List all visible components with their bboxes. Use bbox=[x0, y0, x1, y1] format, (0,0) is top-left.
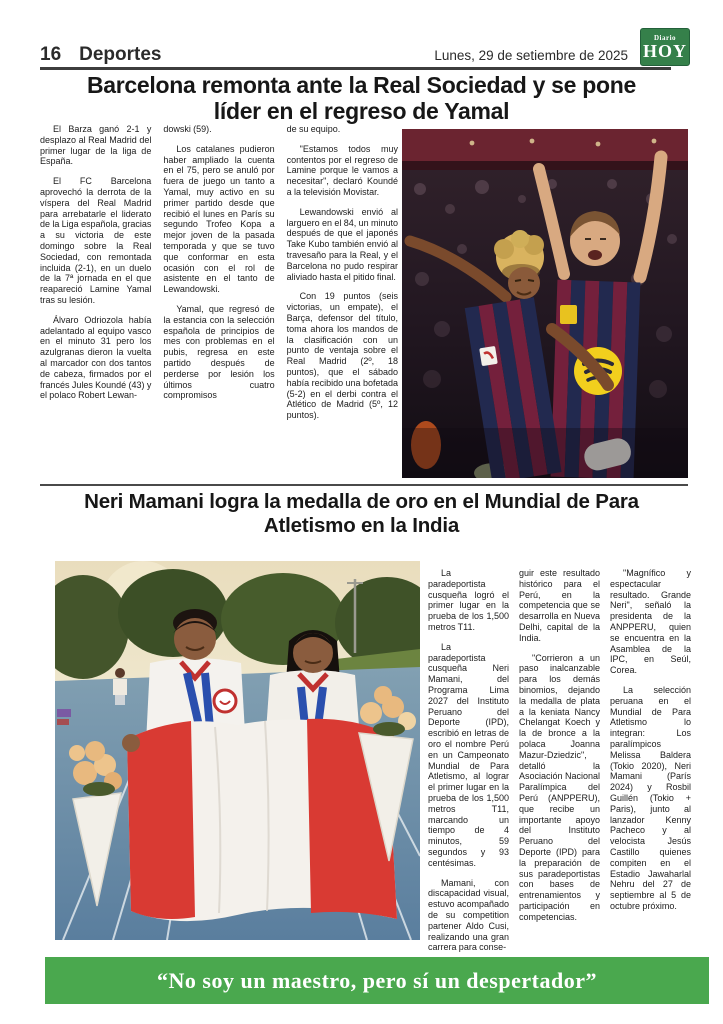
paragraph: Lewandowski envió al larguero en el 84, un minuto después de que el japonés Take Kubo también envió al travesaño para la Real, y el Barcelona no pudo respirar aliviado hasta el pitido final. bbox=[286, 206, 398, 282]
paragraph: La paradeportista cusqueña logró el primer lugar en la prueba de los 1,500 metros T11. bbox=[428, 568, 509, 632]
paragraph: dowski (59). bbox=[163, 124, 212, 134]
paragraph: La selección peruana en el Mundial de Para Atletismo lo integran: Los paralímpicos Melissa Baldera (Tokio 2020), Neri Mamani (París 2024) y Rosbil Guillén (Tokio + Paris), junto al lanzador Kenny Pacheco y al velocista Jesús Castillo quienes compiten en el Estadio Jawaharlal Nehru del 27 de septiembre al 5 de octubre próximo. bbox=[610, 684, 691, 911]
headline-neri bbox=[0, 490, 723, 537]
neri-head bbox=[293, 633, 333, 673]
paragraph: "Estamos todos muy contentos por el regreso de Lamine porque le vamos a necesitar", declaró Koundé a la televisión Movistar. bbox=[286, 143, 398, 197]
track-accents bbox=[57, 709, 71, 725]
neri-photo bbox=[55, 561, 420, 940]
neri-photo-illustration bbox=[55, 561, 420, 940]
headline-barcelona-text: Barcelona remonta ante la Real Sociedad y se pone líder en el regreso de Yamal bbox=[86, 72, 636, 124]
peru-flag bbox=[122, 719, 397, 921]
hand-holding-flag bbox=[122, 734, 140, 752]
laliga-patch bbox=[479, 346, 498, 366]
page-header bbox=[40, 28, 690, 66]
paragraph: "Magnífico y espectacular resultado. Grande Neri", señaló la presidenta de la ANPPERU, quien se encuentra en la Asamblea de la IPC, en Seúl, Corea. bbox=[610, 568, 691, 676]
article-neri-col-3 bbox=[610, 568, 691, 962]
header-rule bbox=[40, 67, 671, 70]
paragraph: Con 19 puntos (seis victorias, un empate), el Barça, defensor del título, toma ahora los mandos de la clasificación con un punto de ventaja sobre el Real Madrid (2º, 18 puntos), que el sábado había recibido una bofetada (5-2) en el derbi contra el Atlético de Madrid (5º, 12 puntos). bbox=[286, 291, 398, 421]
paragraph: El Barza ganó 2-1 y desplazo al Real Madrid del primer lugar de la liga de España. bbox=[40, 124, 152, 167]
photo-bottom-shade bbox=[402, 428, 688, 478]
guide-head bbox=[174, 618, 216, 660]
team-logo bbox=[214, 690, 236, 712]
article-barcelona-col-3 bbox=[287, 124, 398, 430]
page-number: 16 bbox=[40, 44, 62, 65]
section-title: Deportes bbox=[79, 44, 162, 65]
barca-crest bbox=[560, 305, 577, 324]
logo-top-text: Diario bbox=[653, 33, 677, 42]
barcelona-photo-illustration bbox=[402, 129, 688, 478]
headline-neri-text: Neri Mamani logra la medalla de oro en el Mundial de Para Atletismo en la India bbox=[84, 490, 639, 537]
diario-hoy-logo bbox=[640, 28, 690, 66]
article-barcelona-col-2 bbox=[163, 124, 274, 430]
quote-text: “No soy un maestro, pero sí un despertador” bbox=[157, 967, 597, 993]
article-divider bbox=[40, 484, 688, 486]
paragraph: "Corrieron a un paso inalcanzable para los demás binomios, dejando la medalla de plata a la keniata Nancy Chelangat Koech y la de bronce a la polaca Joanna Mazur-Dziedzic", detalló la Asociación Nacional Paralímpica del Perú (ANPPERU), que recibe un importante apoyo del Instituto Peruano del Deporte (IPD) para la preparación de sus paradeportistas con bases de entrenamientos y participación en competencias. bbox=[519, 652, 600, 922]
paragraph: Los catalanes pudieron haber ampliado la cuenta en el 75, pero se anuló por fuera de juego un tanto a Yamal, muy activo en su primer partido desde que recibió el lunes en París su segundo Trofeo Kopa a mejor joven de la pasada temporada y que se tuvo que conformar en esta ocasión con el rol de asistente en el tanto de Lewandowski. bbox=[163, 143, 275, 295]
paragraph: de su equipo. bbox=[286, 124, 341, 134]
date-text: Lunes, 29 de setiembre de 2025 bbox=[434, 48, 628, 63]
background-spectator bbox=[113, 668, 127, 705]
headline-barcelona bbox=[0, 73, 723, 125]
open-mouth bbox=[588, 250, 602, 260]
article-neri-columns bbox=[428, 568, 691, 962]
paragraph: Mamani, con discapacidad visual, estuvo acompañado de su competition partener Aldo Cusi, realizando una gran carrera para conse- bbox=[428, 877, 509, 953]
paragraph: Yamal, que regresó de la estancia con la selección española de principios de mes con problemas en el pubis, regresa en este partido después de perderse por lesión los últimos cuatro compromisos bbox=[163, 303, 275, 401]
paragraph: El FC Barcelona aprovechó la derrota de la víspera del Real Madrid para arrebatarle el liderato de la Liga española, gracias a su victoria de este domingo sobre la Real Sociedad, con remontada incluida (2-1), en un duelo de la 7ª jornada en el que reapareció Lamine Yamal tras su lesión. bbox=[40, 176, 152, 305]
stadium-tier bbox=[402, 129, 688, 161]
article-neri-col-1 bbox=[428, 568, 509, 962]
article-barcelona-col-1 bbox=[40, 124, 151, 430]
logo-main-text: HOY bbox=[642, 40, 687, 61]
paragraph: Álvaro Odriozola había adelantado al equipo vasco en el minuto 31 pero los azulgranas dieron la vuelta al marcador con dos tantos de cabeza, firmados por el francés Jules Koundé (43) y el polaco Robert Lewan- bbox=[40, 314, 152, 401]
paragraph: La paradeportista cusqueña Neri Mamani, del Programa Lima 2027 del Instituto Peruano del Deporte (IPD), escribió en letras de oro el nombre Perú en un Campeonato Mundial de Para Atletismo, al lograr el primer lugar en la prueba de los 1,500 metros T11, marcando un tiempo de 4 minutos, 59 segundos y 93 centésimas. bbox=[428, 641, 509, 868]
article-neri-col-2 bbox=[519, 568, 600, 962]
barcelona-photo bbox=[402, 129, 688, 478]
article-barcelona-columns bbox=[40, 124, 398, 430]
quote-banner bbox=[45, 957, 709, 1004]
paragraph: guir este resultado histórico para el Perú, en la competencia que se desarrolla en Nueva Delhi, capital de la India. bbox=[519, 568, 600, 643]
